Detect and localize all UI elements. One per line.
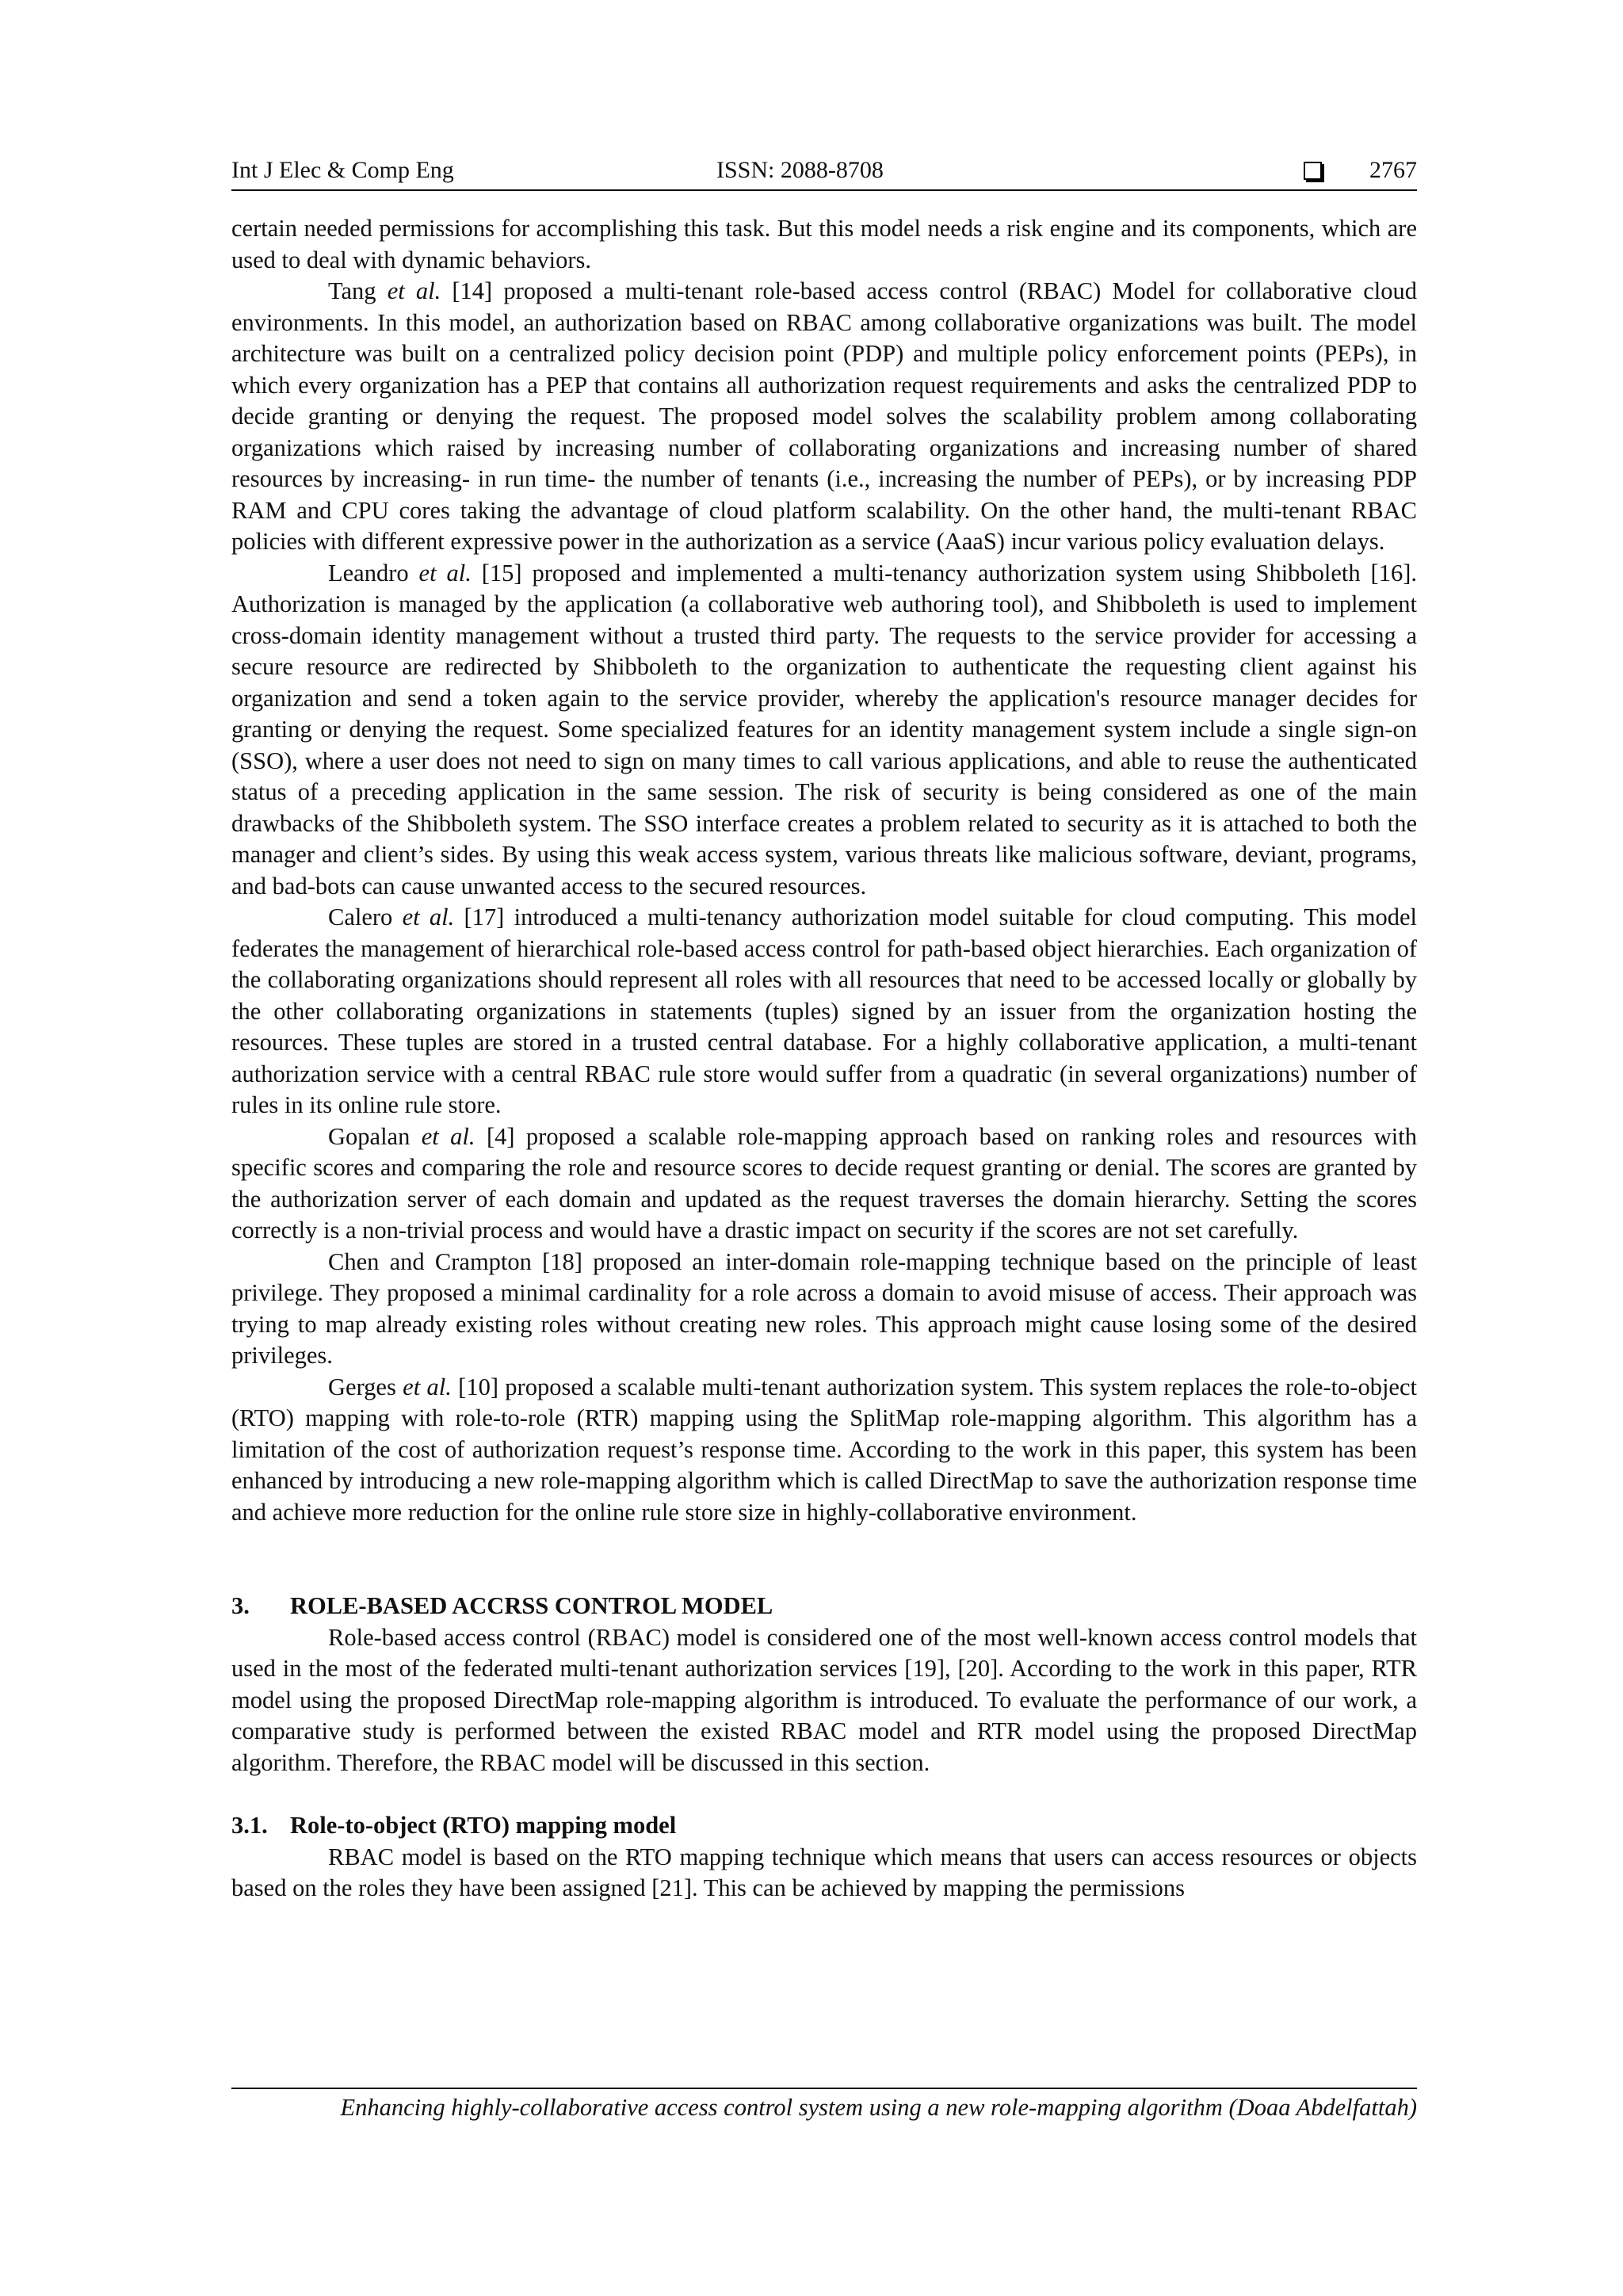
- body-text: [231, 213, 1417, 1904]
- section-title: ROLE-BASED ACCRSS CONTROL MODEL: [290, 1592, 773, 1619]
- paragraph-gopalan: [231, 1121, 1417, 1247]
- paragraph: certain needed permissions for accomplishing this task. But this model needs a risk engine and its components, which are used to deal with dynamic behaviors.: [231, 215, 1417, 273]
- paragraph-leandro: [231, 558, 1417, 903]
- paragraph-gerges: [231, 1372, 1417, 1529]
- paragraph-text: [17] introduced a multi-tenancy authorization model suitable for cloud computing. This model federates the management of hierarchical role-based access control for path-based object hierarchies. Each organization of the collaborating organizations should represent all roles with all resources that need to be accessed locally or globally by the other collaborating organizations in statements (tuples) signed by an issuer from the organization hosting the resources. These tuples are stored in a trusted central database. For a highly collaborative application, a multi-tenant authorization service with a central RBAC rule store would suffer from a quadratic (in several organizations) number of rules in its online rule store.: [231, 904, 1418, 1118]
- paragraph-chen: Chen and Crampton [18] proposed an inter-domain role-mapping technique based on the principle of least privilege. They proposed a minimal cardinality for a role across a domain to avoid misuse of access. Their approach was trying to map already existing roles without creating new roles. This approach might cause losing some of the desired privileges.: [231, 1247, 1417, 1369]
- author-name: Gerges: [328, 1373, 396, 1400]
- et-al: et al.: [403, 1373, 452, 1400]
- subsection-heading: [231, 1810, 1417, 1842]
- paragraph-calero: [231, 902, 1417, 1121]
- subsection-title: Role-to-object (RTO) mapping model: [290, 1812, 677, 1839]
- paragraph-text: [4] proposed a scalable role-mapping approach based on ranking roles and resources with specific scores and comparing the role and resource scores to decide request granting or denial. The scores are granted by the authorization server of each domain and updated as the request traverses the domain hierarchy. Setting the scores correctly is a non-trivial process and would have a drastic impact on security if the scores are not set carefully.: [231, 1122, 1417, 1244]
- et-al: et al.: [418, 559, 472, 586]
- section-number: 3.: [231, 1592, 250, 1619]
- issn: ISSN: 2088-8708: [716, 157, 884, 183]
- checkbox-square-icon: [1304, 162, 1322, 180]
- et-al: et al.: [387, 277, 441, 304]
- running-header: [231, 155, 1417, 191]
- paragraph-text: [14] proposed a multi-tenant role-based access control (RBAC) Model for collaborative cloud environments. In this model, an authorization based on RBAC among collaborative organizations was built. The model architecture was built on a centralized policy decision point (PDP) and multiple policy enforcement points (PEPs), in which every organization has a PEP that contains all authorization request requirements and asks the centralized PDP to decide granting or denying the request. The proposed model solves the scalability problem among collaborating organizations which raised by increasing number of collaborating organizations and increasing number of shared resources by increasing- in run time- the number of tenants (i.e., increasing the number of PEPs), or by increasing PDP RAM and CPU cores taking the advantage of cloud platform scalability. On the other hand, the multi-tenant RBAC policies with different expressive power in the authorization as a service (AaaS) incur various policy evaluation delays.: [231, 277, 1417, 555]
- paragraph: RBAC model is based on the RTO mapping technique which means that users can access resources or objects based on the roles they have been assigned [21]. This can be achieved by mapping the permissions: [231, 1843, 1417, 1901]
- subsection-number: 3.1.: [231, 1812, 268, 1839]
- author-name: Calero: [328, 904, 393, 930]
- page-number: 2767: [1369, 157, 1417, 183]
- paragraph-text: [15] proposed and implemented a multi-tenancy authorization system using Shibboleth [16]. Authorization is managed by the application (a collaborative web authoring tool), and Shibboleth is used to implement cross-domain identity management without a trusted third party. The requests to the service provider for accessing a secure resource are redirected by Shibboleth to the organization to authenticate the requesting client against his organization and send a token again to the service provider, whereby the application's resource manager decides for granting or denying the request. Some specialized features for an identity management system include a single sign-on (SSO), where a user does not need to sign on many times to call various applications, and able to reuse the authenticated status of a preceding application in the same session. The risk of security is being considered as one of the main drawbacks of the Shibboleth system. The SSO interface creates a problem related to security as it is attached to both the manager and client’s sides. By using this weak access system, various threats like malicious software, deviant, programs, and bad-bots can cause unwanted access to the secured resources.: [231, 559, 1417, 900]
- et-al: et al.: [421, 1122, 475, 1150]
- author-name: Gopalan: [328, 1122, 411, 1150]
- author-name: Tang: [328, 277, 376, 304]
- paragraph: Role-based access control (RBAC) model is considered one of the most well-known access control models that used in the most of the federated multi-tenant authorization services [19], [20]. According to the work in this paper, RTR model using the proposed DirectMap role-mapping algorithm is introduced. To evaluate the performance of our work, a comparative study is performed between the existed RBAC model and RTR model using the proposed DirectMap algorithm. Therefore, the RBAC model will be discussed in this section.: [231, 1623, 1417, 1776]
- author-name: Leandro: [328, 559, 409, 586]
- paragraph-text: [10] proposed a scalable multi-tenant authorization system. This system replaces the role-to-object (RTO) mapping with role-to-role (RTR) mapping using the SplitMap role-mapping algorithm. This algorithm has a limitation of the cost of authorization request’s response time. According to the work in this paper, this system has been enhanced by introducing a new role-mapping algorithm which is called DirectMap to save the authorization response time and achieve more reduction for the online rule store size in highly-collaborative environment.: [231, 1373, 1417, 1526]
- running-footer: Enhancing highly-collaborative access control system using a new role-mapping algorithm (Doaa Abdelfattah): [231, 2088, 1417, 2124]
- et-al: et al.: [402, 904, 455, 930]
- paragraph-tang: [231, 276, 1417, 558]
- journal-name: Int J Elec & Comp Eng: [231, 157, 454, 183]
- section-heading: [231, 1591, 1417, 1622]
